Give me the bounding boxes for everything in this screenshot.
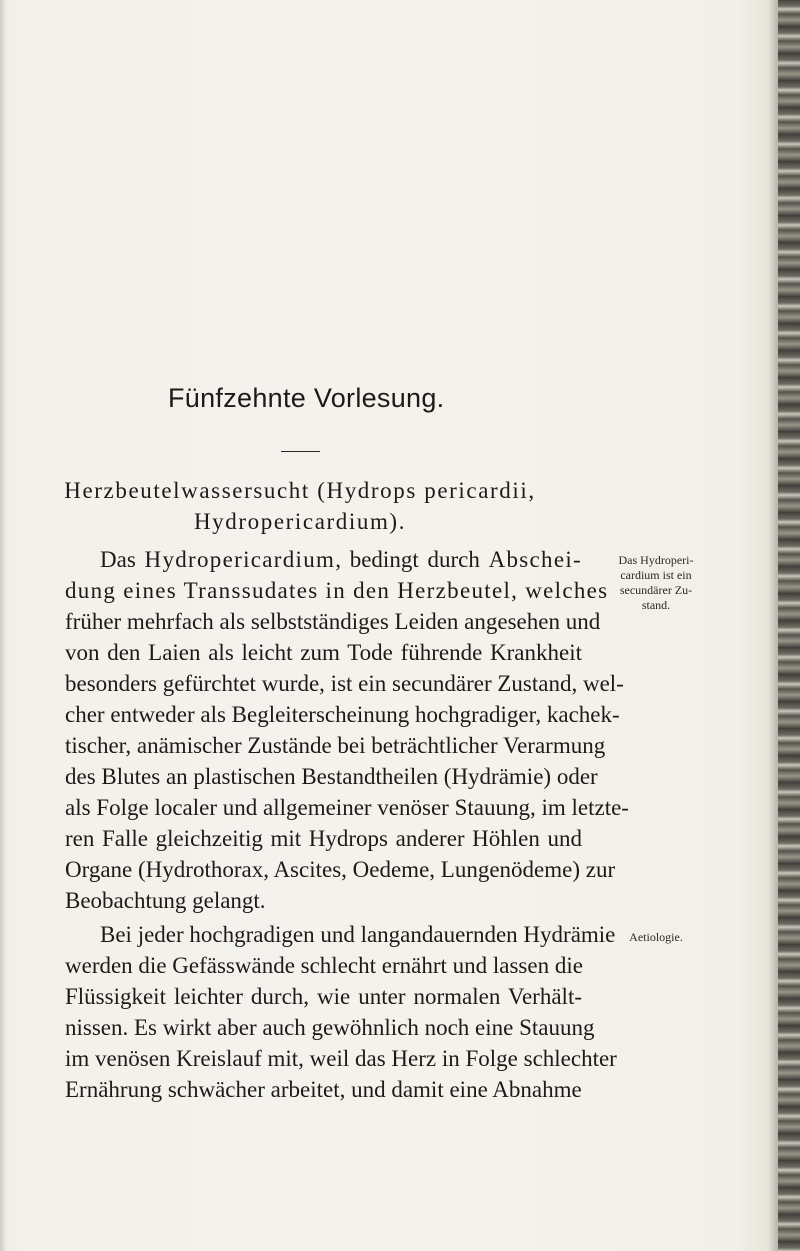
paragraph-1-line-11: Organe (Hydrothorax, Ascites, Oedeme, Lungenödeme) zur [65, 857, 616, 882]
paragraph-1-line-1-mid: , bedingt durch [335, 547, 480, 572]
book-binding-edge [778, 0, 800, 1251]
paragraph-1-term: Hydropericardium [144, 547, 336, 572]
paragraph-1-line-10: ren Falle gleichzeitig mit Hydrops anderer Höhlen und [65, 826, 582, 851]
paragraph-2-line-5: im venösen Kreislauf mit, weil das Herz in Folge schlechter [65, 1046, 617, 1071]
paragraph-1-line-6: cher entweder als Begleiterscheinung hochgradiger, kachek- [65, 702, 620, 727]
binding-shadow [768, 0, 778, 1251]
paragraph-1-line-1-start: Das [100, 547, 136, 572]
paragraph-1-line-3: früher mehrfach als selbstständiges Leiden angesehen und [65, 609, 601, 634]
paragraph-2-line-3: Flüssigkeit leichter durch, wie unter normalen Verhält- [65, 984, 582, 1009]
paragraph-2-line-1: Bei jeder hochgradigen und langandauernden Hydrämie [100, 922, 616, 947]
paragraph-2-line-6: Ernährung schwächer arbeitet, und damit eine Abnahme [65, 1077, 582, 1102]
title-divider [281, 451, 320, 452]
section-heading-line-2: Hydropericardium). [193, 509, 407, 534]
paragraph-1-line-2: dung eines Transsudates in den Herzbeutel, welches [65, 578, 609, 603]
paragraph-1-line-4: von den Laien als leicht zum Tode führende Krankheit [65, 640, 582, 665]
margin-note-1-line-2: cardium ist ein [620, 568, 692, 582]
paragraph-1-line-7: tischer, anämischer Zustände bei beträchtlicher Verarmung [65, 733, 606, 758]
margin-note-1-line-1: Das Hydroperi- [618, 553, 694, 567]
margin-note-1-line-4: stand. [641, 598, 671, 612]
paragraph-1-line-12: Beobachtung gelangt. [65, 888, 266, 913]
margin-note-hydropericardium [601, 553, 711, 613]
page-left-edge [0, 0, 6, 1251]
paragraph-1-line-1 [100, 547, 582, 573]
margin-note-1-line-3: secundärer Zu- [619, 583, 693, 597]
chapter-title: Fünfzehnte Vorlesung. [168, 383, 445, 413]
margin-note-aetiologie [601, 930, 711, 945]
paragraph-2-line-4: nissen. Es wirkt aber auch gewöhnlich noch eine Stauung [65, 1015, 595, 1040]
section-heading-line-1: Herzbeutelwassersucht (Hydrops pericardii, [64, 478, 536, 503]
paragraph-1-line-9: als Folge localer und allgemeiner venöser Stauung, im letzte- [65, 795, 629, 820]
paragraph-1-line-1-end: Abschei- [488, 547, 583, 572]
paragraph-1-line-8: des Blutes an plastischen Bestandtheilen (Hydrämie) oder [65, 764, 598, 789]
paragraph-1-line-5: besonders gefürchtet wurde, ist ein secundärer Zustand, wel- [65, 671, 624, 696]
paragraph-2-line-2: werden die Gefässwände schlecht ernährt und lassen die [65, 953, 583, 978]
margin-note-2-line-1: Aetiologie. [629, 930, 683, 944]
